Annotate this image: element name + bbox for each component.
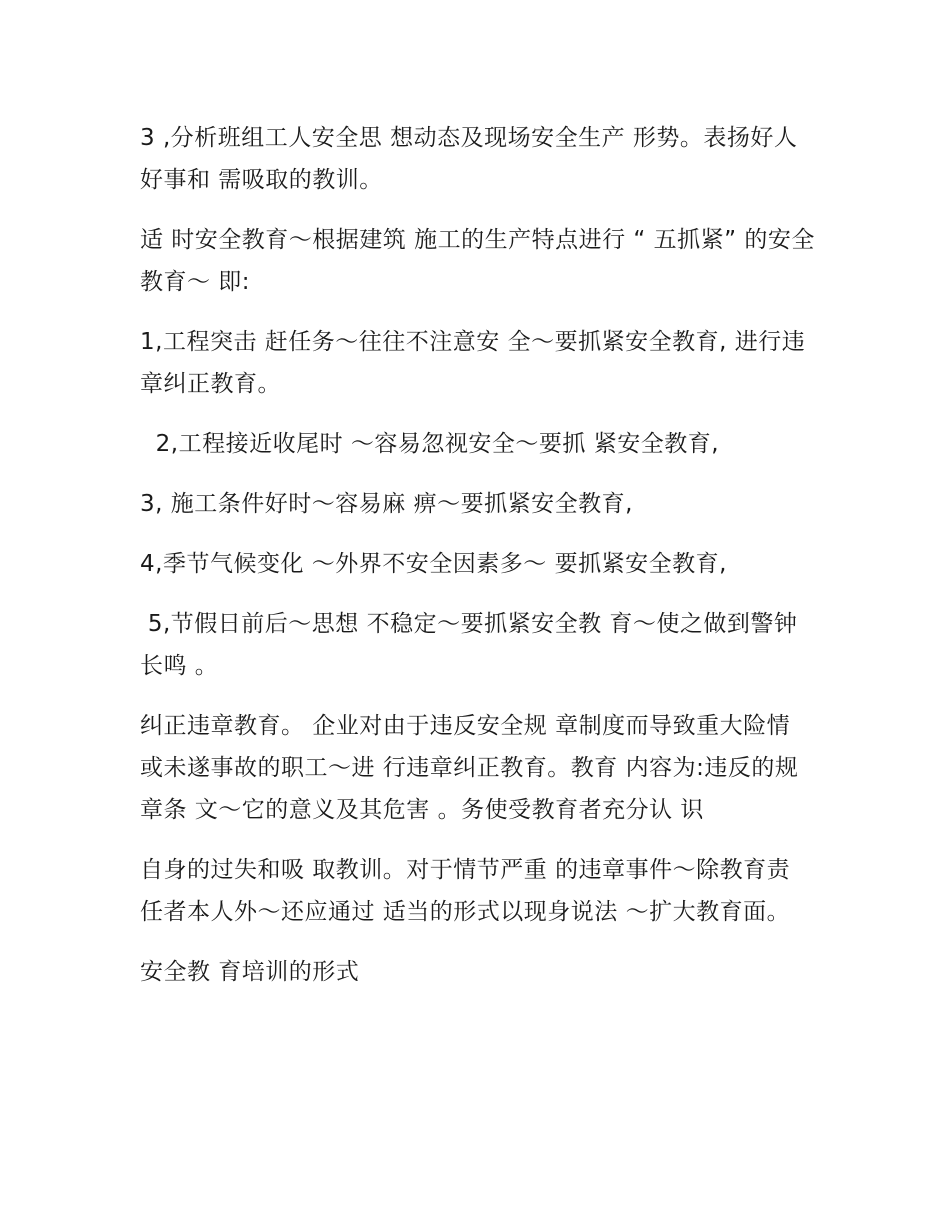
paragraph-9: 自身的过失和吸 取教训。对于情节严重 的违章事件～除教育责 任者本人外～还应通过 适当的形式以现身说法 ～扩大教育面。 [140,857,798,925]
paragraph-8: 纠正违章教育。 企业对由于违反安全规 章制度而导致重大险情 或未遂事故的职工～进 行违章纠正教育。教育 内容为:违反的规章条 文～它的意义及其危害 。务使受教育者充分认 识 [140,713,799,823]
paragraph-7: 5,节假日前后～思想 不稳定～要抓紧安全教 育～使之做到警钟长鸣 。 [140,611,798,679]
paragraph-4: 2,工程接近收尾时 ～容易忽视安全～要抓 紧安全教育, [140,431,720,457]
paragraph-2: 适 时安全教育～根据建筑 施工的生产特点进行 “ 五抓紧” 的安全教育～ 即: [140,227,815,295]
paragraph-10: 安全教 育培训的形式 [140,959,360,985]
paragraph-3: 1,工程突击 赶任务～往往不注意安 全～要抓紧安全教育, 进行违章纠正教育。 [140,329,806,397]
paragraph-6: 4,季节气候变化 ～外界不安全因素多～ 要抓紧安全教育, [140,551,727,577]
paragraph-1: 3 ,分析班组工人安全思 想动态及现场安全生产 形势。表扬好人好事和 需吸取的教训。 [140,125,798,193]
document-body [140,117,820,1011]
paragraph-5: 3, 施工条件好时～容易麻 痹～要抓紧安全教育, [140,491,633,517]
